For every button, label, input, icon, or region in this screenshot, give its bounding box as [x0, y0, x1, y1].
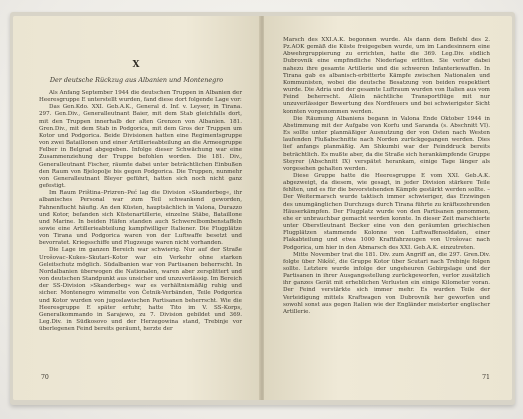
right-page-text: [283, 37, 490, 316]
chapter-title: Der deutsche Rückzug aus Albanien und Montenegro: [49, 76, 224, 84]
paragraph: Das Gen.Kdo. XXI. Geb.A.K., General d. Inf. v. Leyser, in Tirana. 297. Gen.Div., Generalleutnant Baier, mit dem Stab gleichfalls dort, mit den Truppen innerhalb der alten Grenzen von Albanien. 181. Gren.Div., mit dem Stab in Podgorica, mit dem Gros der Truppen um Kotor und Podgorica. Beide Divisionen hatten eine Regimentsgruppe von zwei Bataillonen und einer Artillerieabteilung an die Armeegruppe Felber in Belgrad abgegeben. Infolge dieser Schwächung war eine Zusammenziehung der Truppe befohlen worden. Die 181. Div., Generalleutnant Fischer, räumte dabei unter beträchtlichen Einbußen den Raum von Bjelopolje bis gegen Podgorica. Die Truppen, nunmehr von Generalleutnant Bleyer geführt, hatten sich noch nicht ganz gefestigt.: [39, 104, 242, 190]
paragraph: Diese Gruppe hatte die Heeresgruppe E vom XXI. Geb.A.K. abgezweigt, da diesem, wie gesagt, in jeder Division stärkere Teile fehlten, und es für die bevorstehenden Kämpfe gestärkt werden sollte. – Der Weitermarsch wurde taktisch immer schwieriger, das Erzwingen des unumgänglichen Durchzugs durch Tirana führte zu kräftezehrenden Häuserkämpfen. Der Flugplatz wurde von den Partisanen genommen, ehe er unbrauchbar gemacht werden konnte. In dieser Zeit marschierte unter Oberstleutnant Becker eine von den geräumten griechischen Flugplätzen stammende Kolonne von Luftwaffensoldaten, einer Flakabteilung und etwa 1000 Kraftfahrzeugen von Urošovac nach Podgorica, um hier in den Abmarsch des XXI. Geb.A.K. einzutreten.: [283, 172, 490, 251]
open-book: [10, 12, 515, 405]
paragraph: Die Lage im ganzen Bereich war schwierig. Nur auf der Straße Urošovac–Kukes–Skutari–Kotor war ein Verkehr ohne starken Geleitschutz möglich. Südalbanien war von Partisanen beherrscht. In Nordalbanien überwogen die Nationalen, waren aber zersplittert und von deutschen Standpunkt aus unsicher und unzuverlässig. Im Bereich der SS-Division »Skanderbeg« war es verhältnismäßig ruhig und sicher. Montenegro wimmelte von Četnik-Verbänden, Teile Podgorica und Kotor wurden von jugoslawischen Partisanen beherrscht. Wie die Heeresgruppe E später erfuhr, hatte Tito im V. SS-Korps, Generalkommando in Sarajewo, zu 7. Division gebildet und 369. Leg.Div. in Südkosovo und der Herzegowina stand, Trebinje vor überlegenen Feind bereits geräumt, herzte der: [39, 247, 242, 333]
chapter-number: X: [132, 60, 141, 70]
page-number: 70: [41, 374, 49, 381]
paragraph: Im Raum Priština–Prizren–Peć lag die Division »Skanderbeg«, ihr albanisches Personal war zum Teil schwankend geworden, Fahnenflucht häufig. An den Küsten, hauptsächlich in Valona, Durazzo und Kotor, befanden sich Küstenartillerie, einzelne Stäbe, Bataillone und Marine. In beiden Häfen standen auch Schwerelbombenstaffeln sowie eine Artillerieabteilung kampfwilliger Italiener. Die Flugplätze von Tirana und Podgorica waren von der Luftwaffe besetzt und bevorratet. Kriegsschiffe und Flugzeuge waren nicht vorhanden.: [39, 190, 242, 247]
left-page: [13, 16, 260, 400]
page-number: 71: [482, 374, 490, 381]
left-page-text: [39, 90, 242, 333]
paragraph: Marsch des XXI.A.K. begonnen wurde. Als dann dem Befehl des 2. Pz.AOK gemäß die Küste freigegeben wurde, um im Landesinnern eine Abwehrgruppierung zu errichten, hatte die 369. Leg.Div. südlich Dubrovnik eine empfindliche Niederlage erlitten. Sie verlor dabei nahezu ihre gesamte Artillerie und die schweren Infanteriewaffen. In Tirana gab es albanisch-erbitterte Kämpfe zwischen Nationalen und Kommunisten, wobei die deutsche Besatzung von beiden respektiert wurde. Die Adria und der gesamte Luftraum wurden von Italien aus vom Feind beherrscht. Allein nächtliche Transportflüge mit nur unzuverlässiger Bewertung des Nordfeuers und bei schwierigster Sicht konnten vorgenommen werden.: [283, 37, 490, 115]
paragraph: Als Anfang September 1944 die deutschen Truppen in Albanien der Heeresgruppe E unterstellt wurden, fand diese dort folgende Lage vor:: [39, 90, 242, 104]
right-page: [264, 16, 512, 400]
paragraph: Die Räumung Albaniens begann in Valona Ende Oktober 1944 in Abstimmung mit der Aufgabe von Korfu und Saranda (s. Abschnitt VI). Es sollte unter planmäßiger Ausnutzung der von Osten nach Westen laufenden Flußabschnitte nach Norden zurückgegangen werden. Dies lief anfangs planmäßig. Am Shkumbi war der Feinddruck bereits beträchtlich. Es mußte aber, da die Straße sich herankämpfende Gruppe Steyrer (Abschnitt IX) verspätet herankam, einige Tage länger als vorgesehen gehalten werden.: [283, 115, 490, 172]
paragraph: Mitte November trat die 181. Div. zum Angriff an, die 297. Gren.Div. folgte über Nikšić, die Gruppe Kotor über Scutari nach Trebinje folgen sollte. Letztere wurde infolge der ungeheuren Gebirgslage und der Partisanen in ihrer Ausgangsstellung zurückgeworfen, verlor zusätzlich ihr ganzes Gerät mit erheblichen Verlusten ein einige Kilometer voran. Der Feind verstärkte sich immer mehr. Es wurden Teile der Verteidigung mittels Kraftwagen von Dubrovnik her geworfen und sowohl sonst aus gegen Italien wie der Engländer meisterter englischer Artillerie.: [283, 251, 490, 315]
